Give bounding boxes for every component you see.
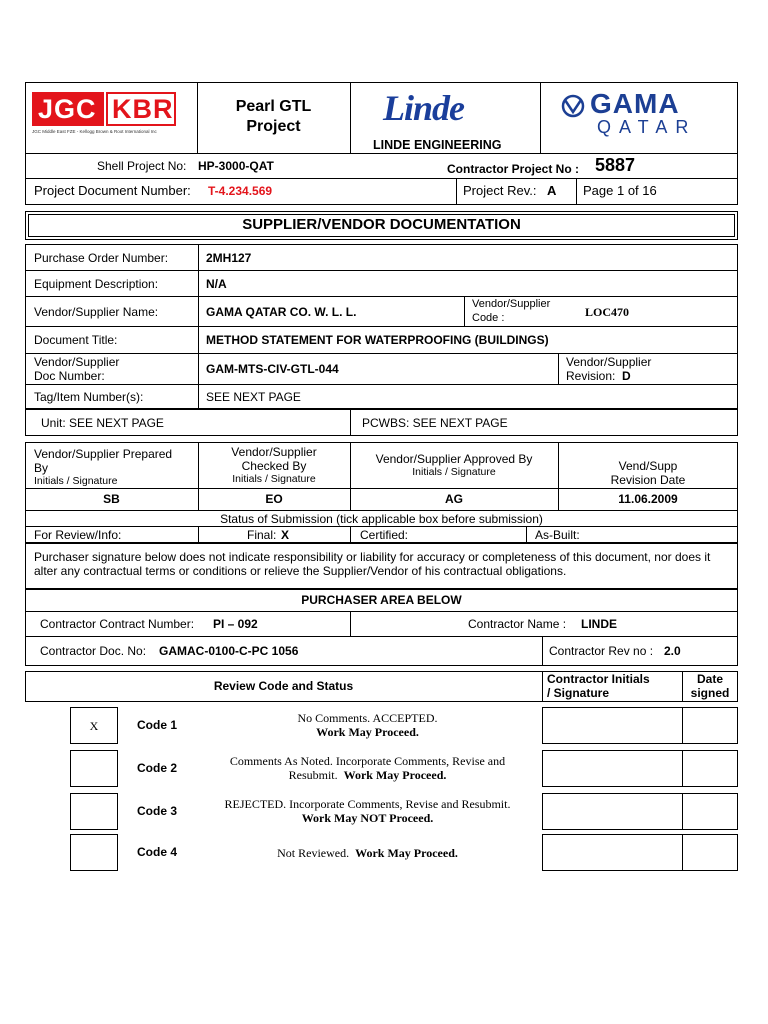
- date-label-1: Vend/Supp: [618, 459, 678, 473]
- review-info-label: For Review/Info:: [34, 528, 122, 542]
- code2-line1: Comments As Noted. Incorporate Comments, Revise and: [229, 754, 506, 768]
- doc-number-label-2: Doc Number:: [34, 369, 105, 383]
- code3-checkbox[interactable]: [70, 793, 118, 830]
- status-title: Status of Submission (tick applicable box before submission): [220, 512, 543, 526]
- shell-project-label: Shell Project No:: [97, 159, 187, 173]
- contract-label: Contractor Contract Number:: [40, 617, 195, 631]
- kbr-logo-text: KBR: [112, 94, 174, 124]
- revision-label-1: Vendor/Supplier: [566, 355, 652, 369]
- equip-value: N/A: [206, 277, 227, 291]
- project-rev-value: A: [547, 183, 557, 198]
- code3-line1: REJECTED. Incorporate Comments, Revise and Resubmit.: [224, 797, 511, 811]
- page-info: Page 1 of 16: [583, 183, 657, 198]
- code3-label: Code 3: [137, 804, 178, 818]
- code2-line2: [200, 768, 535, 783]
- tag-value: SEE NEXT PAGE: [206, 390, 301, 404]
- date-label-2: Revision Date: [610, 473, 686, 487]
- checked-label-3: Initials / Signature: [232, 473, 316, 485]
- contractor-name-label: Contractor Name :: [468, 617, 567, 631]
- code1-mark: X: [89, 719, 99, 733]
- code4-date-cell[interactable]: [682, 834, 738, 871]
- date-signed-header-2: signed: [690, 686, 730, 700]
- date-value: 11.06.2009: [618, 492, 678, 506]
- code4-line1-b: Work May Proceed.: [355, 846, 458, 860]
- contractor-name-value: LINDE: [581, 617, 617, 631]
- contractor-project-value: 5887: [595, 155, 636, 175]
- initials-header-1: Contractor Initials: [547, 672, 650, 686]
- contractor-doc-value: GAMAC-0100-C-PC 1056: [159, 644, 299, 658]
- certified-label: Certified:: [360, 528, 409, 542]
- review-header-label: Review Code and Status: [213, 679, 354, 693]
- disclaimer-text: Purchaser signature below does not indicate responsibility or liability for accuracy or completeness of this document, nor does it alter any contractual terms or conditions or relieve the Supplier/Vendor of his contractual obligations.: [34, 550, 711, 578]
- qatar-logo-text: QATAR: [597, 117, 697, 137]
- asbuilt-label: As-Built:: [535, 528, 580, 542]
- checked-value: EO: [265, 492, 283, 506]
- jgc-kbr-subtitle: JGC Middle East FZE - Kellogg Brown & Root International Inc: [32, 129, 157, 134]
- date-signed-header-1: Date: [696, 672, 723, 686]
- project-doc-value: T-4.234.569: [208, 184, 273, 198]
- linde-logo: Linde: [383, 88, 464, 128]
- prepared-label-2: By: [34, 461, 49, 475]
- vendor-name-label: Vendor/Supplier Name:: [34, 305, 159, 319]
- project-doc-label: Project Document Number:: [34, 183, 191, 198]
- code2-label: Code 2: [137, 761, 178, 775]
- approved-label-2: Initials / Signature: [412, 466, 496, 478]
- final-label: Final:: [247, 528, 277, 542]
- code4-line1-a: Not Reviewed.: [277, 846, 350, 860]
- revision-label-2: Revision:: [566, 369, 616, 383]
- code4-checkbox[interactable]: [70, 834, 118, 871]
- jgc-kbr-logo: [32, 92, 176, 140]
- code1-date-cell[interactable]: [682, 707, 738, 744]
- checked-label-1: Vendor/Supplier: [231, 445, 317, 459]
- prepared-label-1: Vendor/Supplier Prepared: [34, 447, 173, 461]
- code3-date-cell[interactable]: [682, 793, 738, 830]
- code2-line2-b: Work May Proceed.: [343, 768, 447, 782]
- jgc-logo-text: JGC: [38, 94, 97, 124]
- revision-value: D: [622, 369, 631, 383]
- pcwbs-text: PCWBS: SEE NEXT PAGE: [362, 416, 508, 430]
- vendor-code-label-2: Code :: [472, 312, 505, 324]
- code1-line2: Work May Proceed.: [316, 725, 419, 739]
- project-title-line1: Pearl GTL: [235, 98, 312, 115]
- po-label: Purchase Order Number:: [34, 251, 169, 265]
- equip-label: Equipment Description:: [34, 277, 159, 291]
- code2-initials-cell[interactable]: [542, 750, 683, 787]
- code3-initials-cell[interactable]: [542, 793, 683, 830]
- prepared-value: SB: [103, 492, 120, 506]
- project-title-line2: Project: [246, 118, 301, 135]
- po-value: 2MH127: [206, 251, 252, 265]
- checked-label-2: Checked By: [241, 459, 307, 473]
- initials-header-2: / Signature: [547, 686, 610, 700]
- code1-label: Code 1: [137, 718, 178, 732]
- code2-checkbox[interactable]: [70, 750, 118, 787]
- vendor-name-value: GAMA QATAR CO. W. L. L.: [206, 305, 357, 319]
- project-rev-label: Project Rev.:: [463, 183, 537, 198]
- shell-project-value: HP-3000-QAT: [198, 159, 274, 173]
- vendor-code-value: LOC470: [585, 305, 630, 319]
- linde-engineering-label: LINDE ENGINEERING: [373, 138, 502, 152]
- doc-number-label-1: Vendor/Supplier: [34, 355, 120, 369]
- doc-number-value: GAM-MTS-CIV-GTL-044: [206, 362, 339, 376]
- code2-date-cell[interactable]: [682, 750, 738, 787]
- doc-title-value: METHOD STATEMENT FOR WATERPROOFING (BUILDINGS): [206, 333, 549, 347]
- section-title: SUPPLIER/VENDOR DOCUMENTATION: [242, 216, 521, 233]
- prepared-label-3: Initials / Signature: [34, 475, 118, 487]
- purchaser-title: PURCHASER AREA BELOW: [301, 593, 462, 607]
- unit-text: Unit: SEE NEXT PAGE: [41, 416, 164, 430]
- vendor-code-label-1: Vendor/Supplier: [472, 298, 551, 310]
- tag-label: Tag/Item Number(s):: [34, 390, 144, 404]
- contractor-rev-label: Contractor Rev no :: [549, 644, 654, 658]
- gama-emblem-icon: [560, 94, 586, 118]
- code4-label: Code 4: [137, 845, 178, 859]
- approved-value: AG: [445, 492, 463, 506]
- code1-line1: No Comments. ACCEPTED.: [297, 711, 438, 725]
- contractor-rev-value: 2.0: [664, 644, 681, 658]
- code1-initials-cell[interactable]: [542, 707, 683, 744]
- contractor-doc-label: Contractor Doc. No:: [40, 644, 147, 658]
- code3-line2: Work May NOT Proceed.: [301, 811, 434, 825]
- code4-initials-cell[interactable]: [542, 834, 683, 871]
- gama-logo-text: GAMA: [590, 88, 680, 119]
- approved-label-1: Vendor/Supplier Approved By: [375, 452, 533, 466]
- final-value: X: [281, 528, 290, 542]
- code2-line2-a: Resubmit.: [288, 768, 338, 782]
- contract-value: PI – 092: [213, 617, 258, 631]
- contractor-project-label: Contractor Project No :: [447, 162, 580, 176]
- doc-title-label: Document Title:: [34, 333, 118, 347]
- gama-qatar-logo: [560, 88, 710, 138]
- code4-line1: [200, 846, 535, 861]
